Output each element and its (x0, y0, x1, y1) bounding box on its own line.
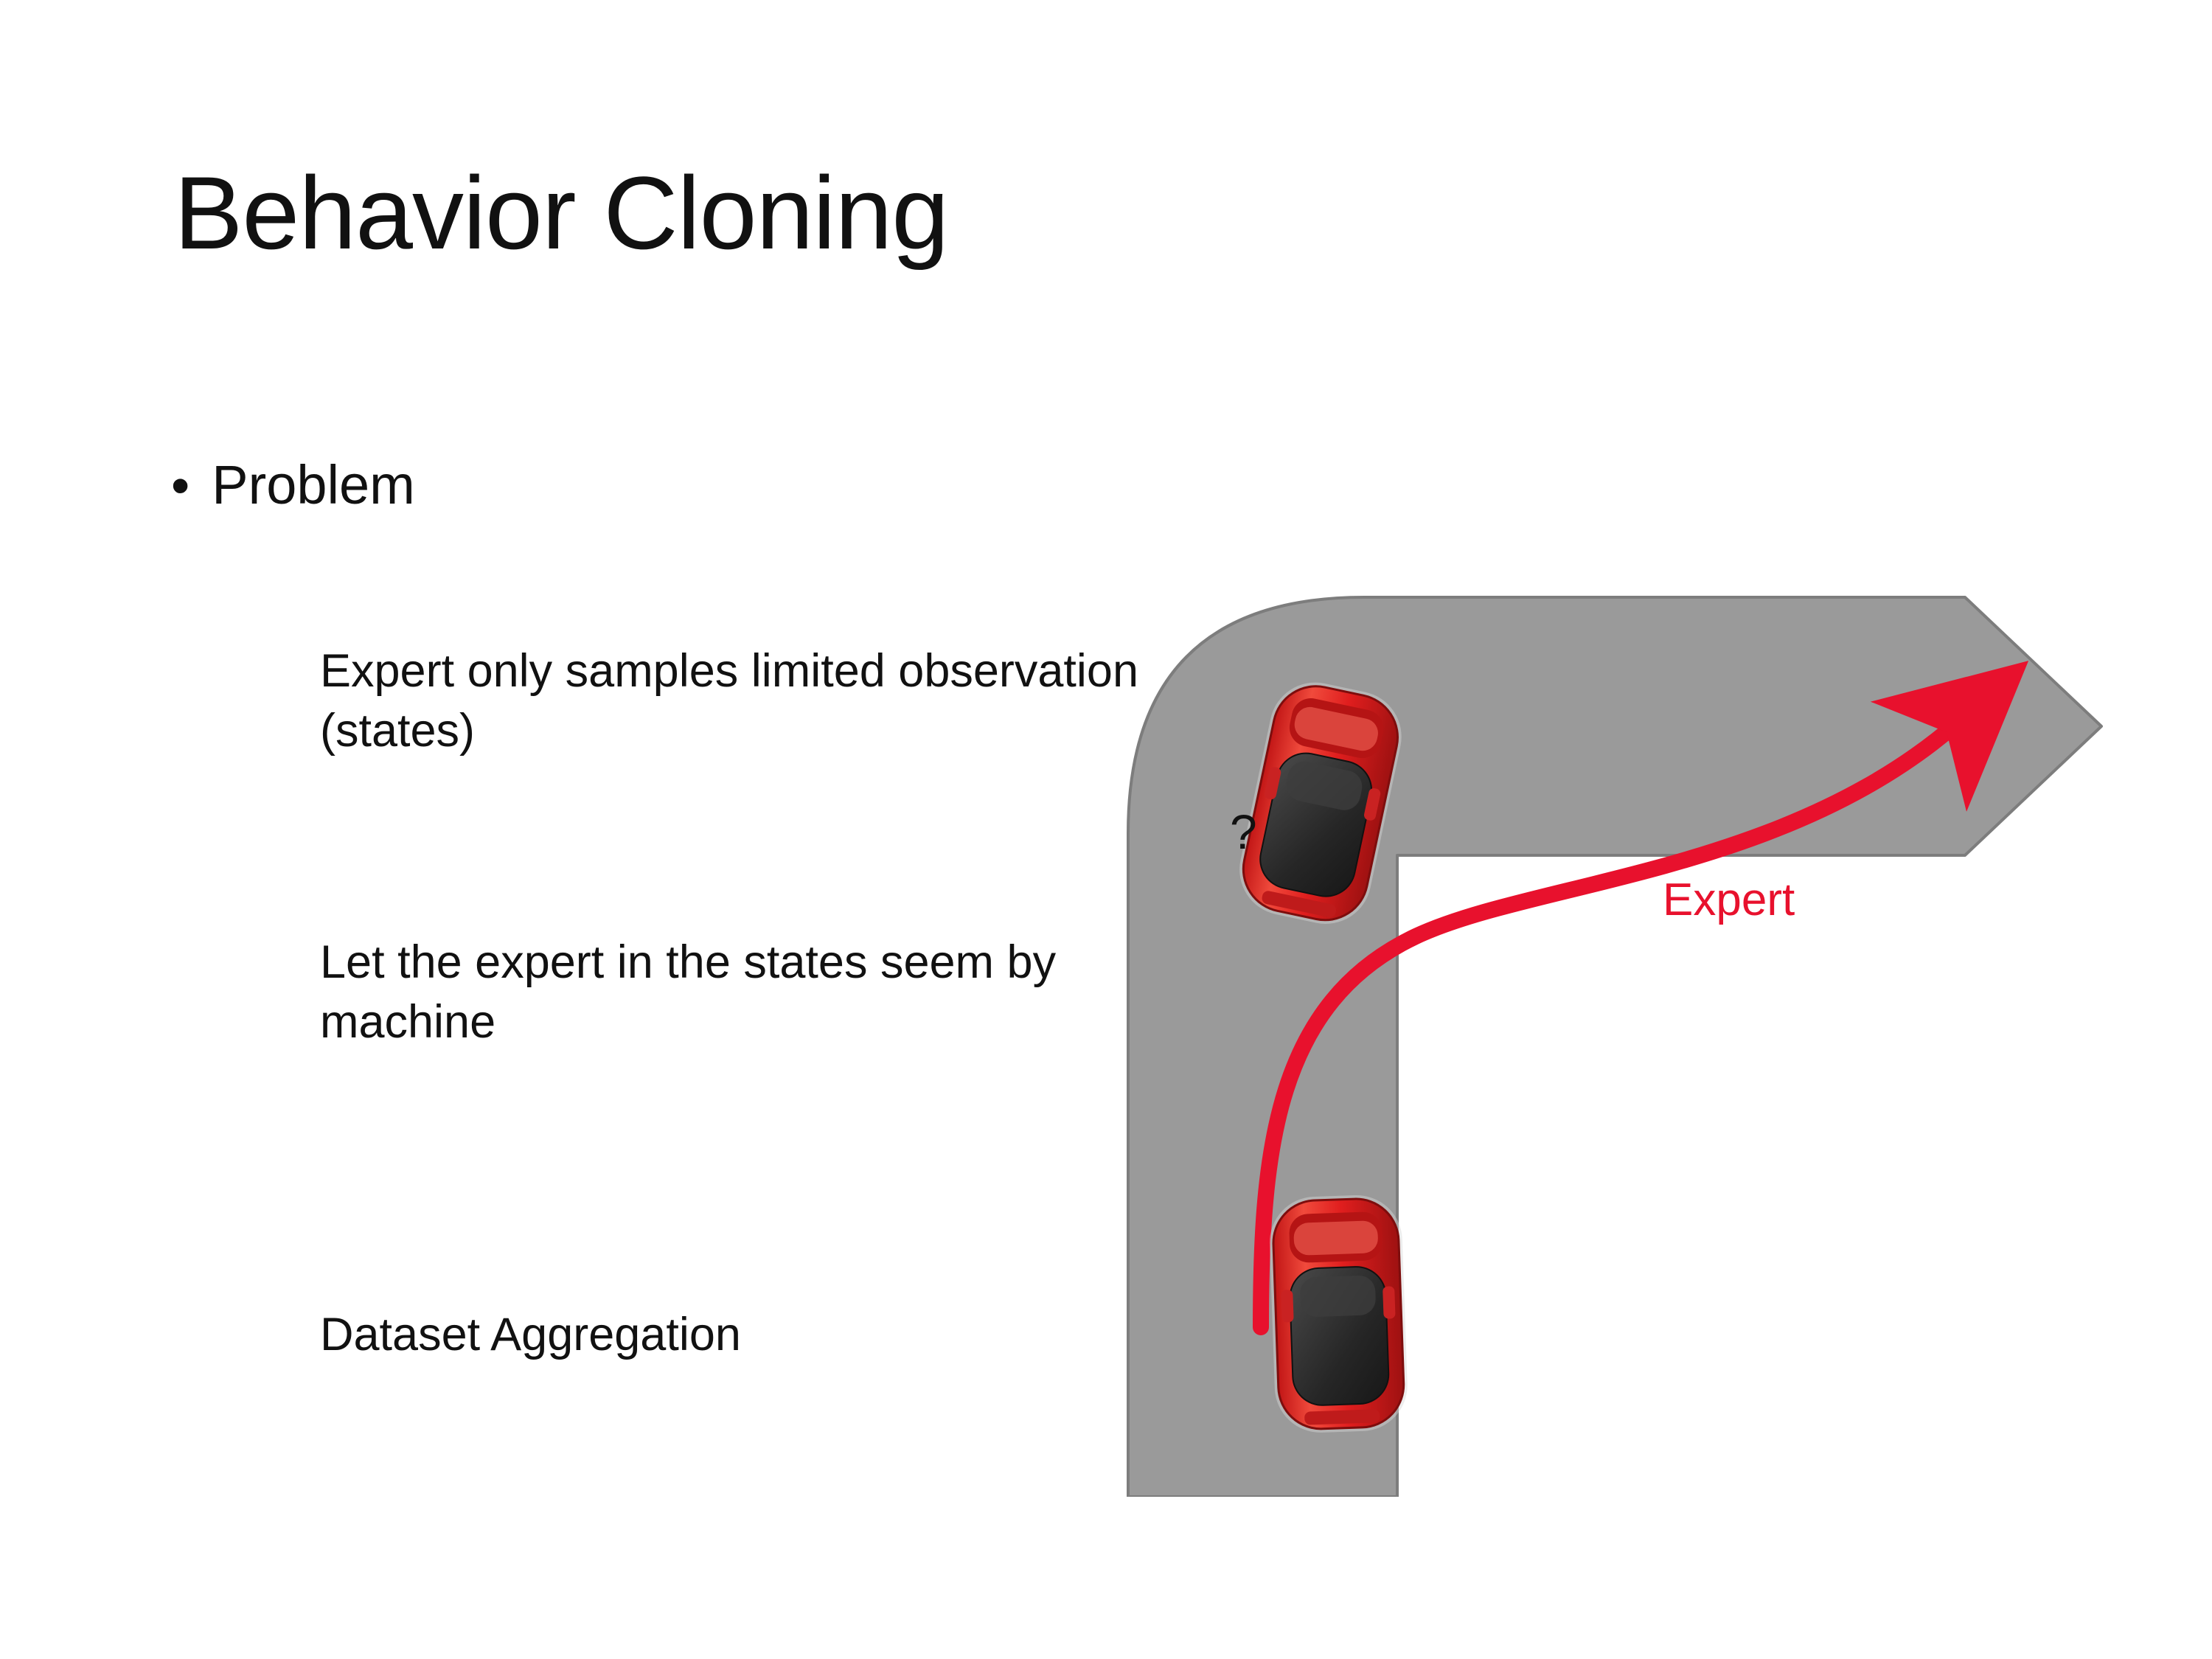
sub-point-1: Expert only samples limited observation (states) (320, 645, 1139, 757)
expert-trajectory-label: Expert (1663, 874, 1795, 925)
sub-point-3: Dataset Aggregation (320, 1309, 741, 1360)
car-icon (1268, 1194, 1409, 1434)
car-start (1268, 1194, 1409, 1434)
page-title: Behavior Cloning (174, 155, 949, 271)
bullet-problem (171, 453, 415, 516)
bullet-marker-icon: • (171, 456, 190, 515)
question-mark-label: ? (1230, 804, 1257, 859)
road-diagram (1121, 590, 2124, 1497)
sub-point-2: Let the expert in the states seem by machine (320, 936, 1057, 1048)
bullet-label: Problem (212, 454, 415, 515)
